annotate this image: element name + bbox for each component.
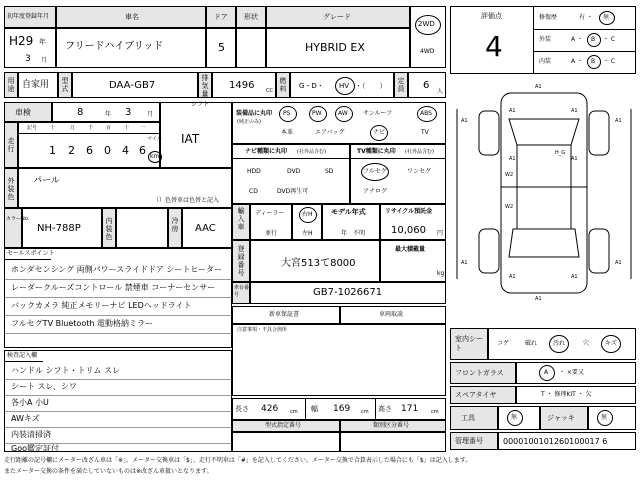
mileage-digit-3: 0 — [104, 144, 111, 157]
recycle-value: 10,060 — [391, 225, 426, 236]
model-year-value: 年 不明 — [341, 230, 366, 237]
cap-unit: 人 — [437, 88, 444, 95]
fuel-hv: HV — [339, 82, 350, 90]
mgmt-cell — [498, 432, 636, 450]
diag-a1-3: A1 — [571, 108, 578, 114]
equip-ps: PS — [283, 110, 291, 117]
inspection-year-unit: 年 — [105, 111, 112, 118]
glass-rest: ・ ×要又 — [559, 369, 584, 376]
tv-oneseg: ワンセグ — [407, 168, 432, 175]
mileage-header-2: 万 — [70, 125, 76, 131]
type-cell — [232, 432, 340, 452]
car-diagram — [450, 78, 636, 324]
door-label: ドア — [214, 13, 228, 21]
selling-cell — [4, 248, 232, 348]
interior-color-cell — [116, 208, 168, 248]
selling-label: セールスポイント — [7, 250, 55, 257]
equipment-subtitle: (純正のみ) — [237, 119, 261, 125]
drive-4wd: 4WD — [420, 48, 435, 55]
shift-value: IAT — [181, 132, 200, 146]
import-label: 輸入車 — [237, 207, 245, 231]
class-label: 類別区分番号 — [373, 422, 410, 429]
length-value: 426 — [261, 404, 279, 414]
fuel-cell — [290, 72, 394, 98]
grade-label: グレード — [323, 13, 351, 21]
glass-cell — [516, 362, 636, 384]
tv-analog: アナログ — [363, 188, 388, 195]
seat-koge: コゲ — [497, 340, 510, 347]
import-dealer: ディーラー — [255, 210, 285, 217]
equip-navi: ナビ — [373, 129, 386, 136]
fuel-label: 燃料 — [279, 77, 287, 93]
ac-label-cell — [168, 208, 182, 248]
mileage-unit-km: km — [150, 153, 160, 160]
color-label-cell — [4, 168, 18, 208]
disp-label: 排気量 — [201, 74, 209, 98]
ac-label: 冷房 — [171, 217, 179, 233]
recycle-cell — [380, 204, 446, 240]
mileage-header-4: 百 — [106, 125, 112, 131]
class-label-cell — [340, 420, 446, 432]
inspection-year: 8 — [77, 107, 84, 118]
max-load-cell — [380, 240, 446, 282]
first-reg-value-cell — [4, 28, 56, 68]
grade-value: HYBRID EX — [305, 41, 365, 54]
plate-value: 大宮513て8000 — [281, 258, 356, 269]
rating-value: 4 — [485, 30, 503, 63]
shape-label: 形状 — [244, 13, 258, 21]
inspection-label: 車検 — [15, 108, 31, 117]
repair-opts: 有 ・ — [579, 14, 593, 21]
color-label: 外装色 — [7, 177, 15, 201]
mgmt-label-cell — [450, 432, 498, 450]
first-reg-label-cell — [4, 6, 56, 28]
selling-line-2: バックカメラ 純正メモリーナビ LEDヘッドライト — [11, 301, 192, 310]
notes-label: 注意事項・不具合箇所 — [237, 327, 288, 333]
ac-cell — [182, 208, 232, 248]
colorcode-cell — [22, 208, 102, 248]
class-cell — [340, 432, 446, 452]
inspection-notes-label: 検査記入欄 — [7, 352, 38, 359]
diag-w2-1: W2 — [505, 172, 514, 178]
cap-label-cell — [394, 72, 408, 98]
diag-a1-top: A1 — [535, 84, 542, 90]
fuel-options: G・D・ — [299, 82, 324, 90]
inspection-note-2: 各小A 小U — [11, 398, 49, 407]
mileage-label: 走行 — [7, 137, 15, 153]
inspection-label-cell — [4, 102, 52, 122]
navi-cd: CD — [249, 188, 258, 195]
mileage-label-cell — [4, 122, 18, 168]
exterior-grade: B — [591, 36, 596, 43]
interior-opts: A ・ — [571, 58, 584, 65]
len-unit: cm — [290, 409, 298, 415]
inspection-cell — [52, 102, 160, 122]
handle-cell — [292, 204, 322, 240]
equip-aw: AW — [338, 110, 348, 117]
month-value: 3 — [25, 54, 31, 64]
disp-unit: CC — [266, 88, 273, 94]
interior-color-label-cell — [102, 208, 116, 248]
navi-type-cell — [232, 144, 350, 204]
chassis-value: GB7-1026671 — [313, 287, 383, 298]
inspection-note-3: AWキズ — [11, 414, 40, 423]
type-label-cell — [232, 420, 340, 432]
mileage-digit-2: 6 — [86, 144, 93, 157]
rating-label: 評価点 — [481, 12, 502, 20]
interior-color-label: 内装色 — [105, 217, 113, 241]
selling-line-3: フルセグTV Bluetooth 電動格納ミラー — [11, 319, 153, 328]
equip-pw: PW — [312, 110, 322, 117]
manual-label: 車両取説 — [379, 311, 404, 318]
chassis-label-cell — [232, 282, 250, 304]
mileage-header-5: 十 — [124, 125, 130, 131]
shape-label-cell — [236, 6, 266, 28]
inspection-note-1: シート スレ、シワ — [11, 382, 77, 391]
inspection-note-0: ハンドル シフト・トリム スレ — [11, 366, 121, 375]
disp-label-cell — [198, 72, 212, 98]
fuel-label-cell — [276, 72, 290, 98]
mileage-header-0: 記号 — [27, 125, 38, 131]
first-reg-label: 初年度登録年月 — [7, 13, 50, 20]
cap-value: 6 — [423, 80, 430, 91]
shape-cell — [236, 28, 266, 68]
repair-none: 無 — [603, 14, 610, 21]
width-label: 幅 — [311, 405, 318, 413]
model-year-cell — [322, 204, 380, 240]
doors-cell — [206, 28, 236, 68]
diag-a1-4: A1 — [461, 118, 468, 124]
car-name-label: 車名 — [125, 13, 139, 21]
seat-kizu: キズ — [605, 340, 617, 347]
mileage-digit-4: 4 — [122, 144, 129, 157]
drive-2wd: 2WD — [418, 20, 435, 28]
height-label: 高さ — [378, 405, 392, 413]
diag-a1-6: A1 — [509, 156, 516, 162]
handle-right: 右H — [302, 211, 313, 218]
diag-a1-bottom: A1 — [535, 296, 542, 302]
equipment-title: 装備品に丸印 — [236, 110, 273, 117]
mileage-header-3: 千 — [88, 125, 94, 131]
model-value: DAA-GB7 — [109, 80, 156, 91]
car-name-value: フリードハイブリッド — [65, 41, 164, 52]
import-label-cell — [232, 204, 250, 240]
interior-grade: B — [591, 58, 596, 65]
usage-value: 自家用 — [22, 80, 50, 90]
door-label-cell — [206, 6, 236, 28]
mgmt-label: 管理番号 — [455, 437, 483, 445]
doors-value: 5 — [218, 41, 225, 54]
model-label: 型式 — [61, 77, 69, 93]
usage-label-cell — [4, 72, 18, 98]
max-load-label: 最大積載量 — [395, 246, 426, 253]
diag-a1-2: A1 — [509, 108, 516, 114]
model-year-label: モデル年式 — [331, 208, 366, 216]
max-load-unit: kg — [437, 270, 445, 277]
jack-label-cell — [540, 406, 588, 430]
navi-hdd: HDD — [247, 168, 261, 175]
car-name-cell — [56, 28, 206, 68]
diag-a1-11: A1 — [571, 274, 578, 280]
shift-label: シフト — [191, 101, 210, 108]
footer-line-1: 走行距離の記号欄にメーター改ざん車は「※」、メーター交換車は「$」、走行不明車は「#」を記入してください。メーター交換で合算表示した場合にも「$」は記入します。 — [4, 457, 472, 464]
equipment-cell — [232, 102, 446, 144]
navi-sd: SD — [325, 168, 334, 175]
exterior-opts: A ・ — [571, 36, 584, 43]
notes-cell — [232, 324, 446, 396]
new-warranty-cell — [232, 306, 340, 324]
equip-honkawa: 本革 — [281, 129, 294, 136]
selling-line-1: レーダークルーズコントロール 禁煙車 コーナーセンサー — [11, 283, 216, 292]
glass-label-cell — [450, 362, 516, 384]
mileage-header-1: 十 — [50, 125, 56, 131]
width-value: 169 — [333, 404, 351, 414]
height-unit: cm — [431, 409, 439, 415]
plate-label: 登録番号 — [237, 245, 245, 277]
new-warranty-label: 新車保証書 — [269, 311, 300, 318]
colorcode-label: カラーNo. — [6, 216, 30, 222]
handle-left: 左H — [302, 230, 313, 237]
drive-cell — [410, 6, 446, 68]
model-label-cell — [58, 72, 72, 98]
grade-cell — [266, 28, 410, 68]
inspection-note-4: 内装清掃済 — [11, 430, 51, 439]
cap-label: 定員 — [397, 77, 405, 93]
cap-cell — [408, 72, 446, 98]
disp-cell — [212, 72, 276, 98]
mileage-digit-0: 1 — [49, 144, 56, 157]
tv-title: TV種類に丸印 — [357, 148, 396, 155]
score-panel — [450, 6, 636, 74]
diag-hg: H_G — [555, 150, 566, 156]
interior-rest: ・ C — [603, 58, 616, 65]
jack-cell — [588, 406, 636, 430]
exterior-rest: ・ C — [603, 36, 616, 43]
shift-cell — [160, 102, 232, 168]
dims-cell — [232, 398, 446, 420]
seat-yabure: 破れ — [525, 340, 538, 347]
colorcode-label-cell — [4, 208, 30, 248]
exterior-label: 外装 — [539, 36, 552, 43]
diag-a1-5: A1 — [615, 118, 622, 124]
grade-label-cell — [266, 6, 410, 28]
equip-sunroof: サンルーフ — [363, 110, 393, 117]
color-note: （）色替車は色替と記入 — [153, 197, 220, 204]
repair-label: 修復歴 — [539, 14, 558, 21]
mileage-cell — [18, 122, 160, 168]
spare-cell — [516, 386, 636, 404]
glass-label: フロントガラス — [455, 369, 504, 377]
jack-none: 無 — [601, 414, 608, 421]
usage-label: 用途 — [7, 77, 15, 93]
disp-value: 1496 — [229, 80, 255, 91]
seat-yogore: 汚れ — [553, 340, 566, 347]
interior-label: 内装 — [539, 58, 552, 65]
tv-type-cell — [350, 144, 446, 204]
fuel-rest: ・（ ） — [355, 82, 387, 90]
tools-label: 工具 — [461, 414, 475, 422]
equip-tv: TV — [421, 129, 429, 136]
mileage-header-6: 一 — [140, 125, 146, 131]
seat-label: 室内シート — [455, 335, 483, 352]
equip-airbag: エアバッグ — [315, 129, 345, 136]
type-label: 型式指定番号 — [265, 422, 302, 429]
width-unit: cm — [361, 409, 369, 415]
import-cell — [250, 204, 292, 240]
footer-line-2: またメーター交換の条件を満たしていないものは※改ざん車扱いとなります。 — [4, 468, 213, 475]
seat-label-cell — [450, 328, 488, 360]
diag-w2-2: W2 — [505, 204, 514, 210]
year-unit: 年 — [39, 38, 46, 46]
diag-a1-7: A1 — [571, 156, 578, 162]
model-cell — [72, 72, 198, 98]
spare-opts: T ・ 修理KIT ・ 欠 — [541, 391, 592, 398]
selling-line-0: ホンダセンシング 両側パワースライドドア シートヒーター — [11, 265, 223, 274]
inspection-month-unit: 月 — [147, 111, 154, 118]
ac-value: AAC — [195, 223, 216, 234]
inspection-month: 3 — [125, 107, 132, 118]
navi-title-note: (社外品含む) — [297, 149, 326, 155]
spare-label-cell — [450, 386, 516, 404]
jack-label: ジャッキ — [547, 414, 575, 422]
navi-title: ナビ種類に丸印 — [245, 148, 288, 155]
mileage-unit-mile: マイル — [147, 136, 162, 142]
tv-fullseg: フルセグ — [363, 168, 387, 175]
chassis-cell — [250, 282, 446, 304]
equip-abs: ABS — [420, 110, 432, 117]
color-value: パール — [33, 176, 60, 186]
inspection-notes-cell — [4, 350, 232, 452]
tools-none: 無 — [511, 414, 518, 421]
mgmt-value: 0000100101260100017 6 — [503, 437, 608, 446]
colorcode-value: NH-788P — [37, 223, 81, 234]
month-unit: 月 — [41, 57, 48, 64]
color-cell — [18, 168, 232, 208]
manual-cell — [340, 306, 446, 324]
plate-label-cell — [232, 240, 250, 282]
tools-cell — [498, 406, 540, 430]
recycle-label: リサイクル預託金 — [385, 208, 433, 215]
mileage-digit-5: 6 — [139, 144, 146, 157]
seat-cell — [488, 328, 636, 360]
mileage-digit-1: 2 — [68, 144, 75, 157]
import-parallel: 並行 — [265, 230, 278, 237]
usage-cell — [18, 72, 58, 98]
diag-a1-8: A1 — [461, 260, 468, 266]
tools-label-cell — [450, 406, 498, 430]
len-label: 長さ — [235, 405, 249, 413]
tv-title-note: (社外品含む) — [405, 149, 434, 155]
plate-cell — [250, 240, 380, 282]
spare-label: スペアタイヤ — [455, 391, 497, 399]
chassis-label: 車台番号 — [234, 285, 250, 298]
year-value: H29 — [9, 34, 34, 48]
navi-dvdplay: DVD再生可 — [277, 188, 309, 195]
inspection-note-5: Goo鑑定証付 — [11, 444, 59, 453]
navi-dvd: DVD — [287, 168, 301, 175]
car-outline-icon — [451, 79, 637, 325]
diag-a1-10: A1 — [509, 274, 516, 280]
diag-a1-9: A1 — [615, 260, 622, 266]
seat-ana: 穴 — [583, 340, 590, 347]
car-name-label-cell — [56, 6, 206, 28]
glass-a: A — [544, 369, 549, 376]
height-value: 171 — [401, 404, 419, 414]
recycle-unit: 円 — [437, 230, 444, 237]
